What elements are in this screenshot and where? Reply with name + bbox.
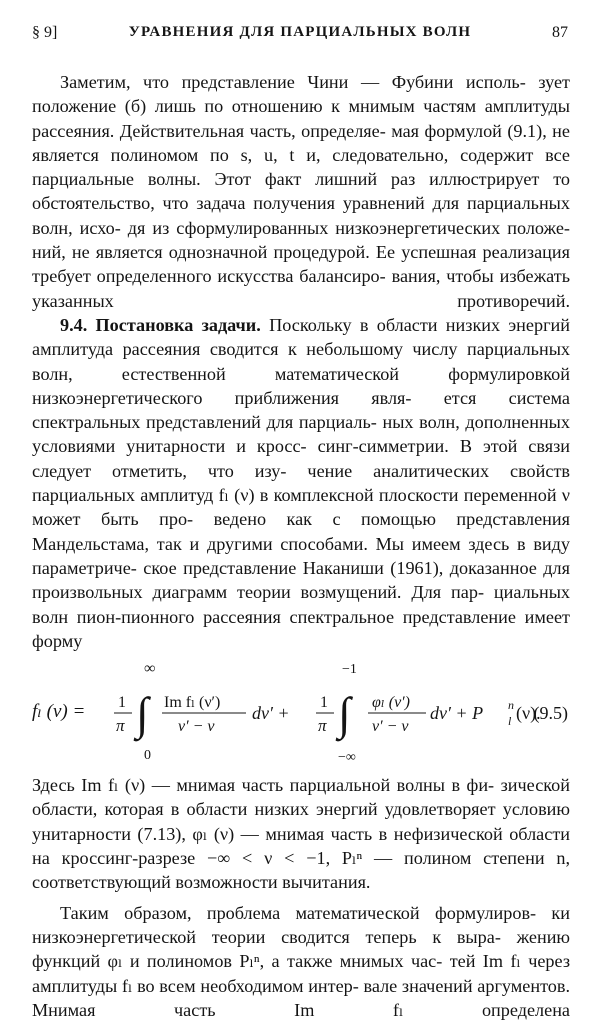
section-heading: 9.4. Постановка задачи. [60,314,261,335]
svg-text:dν′ + P: dν′ + P [430,703,484,724]
integral-sign-2: ∫ [338,688,351,740]
svg-text:π: π [318,716,327,736]
svg-text:n: n [508,698,514,713]
svg-text:φₗ (ν′): φₗ (ν′) [372,694,410,712]
svg-text:−∞: −∞ [338,750,356,766]
equation-number: (9.5) [533,703,568,724]
equation-9-5 [32,659,570,771]
running-header [32,24,568,50]
paragraph-2: 9.4. Постановка задачи. Поскольку в области низких энергий амплитуда рассеяния сводится к небольшому числу парциальных волн, естественной математической формулировкой низкоэнергетического приближения явля- ется система спектральных представлений для парциаль- ных волн, дополненных условиями унитарности и кросс- синг-симметрии. В этой связи следует отметить, что изу- чение аналитических свойств парциальных амплитуд fₗ (ν) в комплексной плоскости переменной ν может быть про- ведено как с помощью представления Мандельстама, так и другими способами. Мы имеем здесь в виду параметриче- ское представление Наканиши (1961), доказанное для произвольных диаграмм теории возмущений. Для пар- циальных волн пион-пионного рассеяния спектральное представление имеет форму [32,314,571,651]
svg-text:π: π [116,716,125,736]
svg-text:1: 1 [118,694,126,712]
paragraph-3: Здесь Im fₗ (ν) — мнимая часть парциальной волны в фи- зической области, которая в области низких энергий удовлетворяет условию унитарности (7.13), φₗ (ν) — мнимая часть в нефизической области на кроссинг-разрезе −∞ < ν < −1, Pₗⁿ — полином степени n, соответствующий возможности вычитания. [32,775,571,893]
svg-text:Im fₗ (ν′): Im fₗ (ν′) [164,694,221,712]
svg-text:∞: ∞ [144,660,156,678]
formula-lhs: fₗ (ν) = [32,701,86,723]
section-marker: § 9] [32,24,58,41]
svg-text:l: l [508,714,512,729]
equation-svg [32,659,570,771]
svg-text:ν′ − ν: ν′ − ν [372,718,409,736]
svg-text:dν′ +: dν′ + [252,703,290,724]
paragraph-4: Таким образом, проблема математической формулиров- ки низкоэнергетической теории сводится теперь к выра- жению функций φₗ и полиномов Pₗⁿ, а также мнимых час- тей Im fₗ через амплитуды fₗ во всем необходимом интер- вале значений аргументов. Мнимая часть Im fₗ определена [32,902,571,1020]
svg-text:−1: −1 [342,662,357,678]
svg-text:0: 0 [144,748,151,764]
svg-text:1: 1 [320,694,328,712]
page-number: 87 [552,24,568,41]
running-title: УРАВНЕНИЯ ДЛЯ ПАРЦИАЛЬНЫХ ВОЛН [128,24,472,40]
body-text [32,70,570,1022]
svg-text:(ν).: (ν). [516,703,541,724]
paragraph-1: Заметим, что представление Чини — Фубини исполь- зует положение (б) лишь по отношению к мнимым частям амплитуды рассеяния. Действительная часть, определяе- мая формулой (9.1), не является полиномом по s, u, t и, следовательно, содержит все парциальные волны. Этот факт лишний раз иллюстрирует то обстоятельство, что задача получения уравнений для парциальных волн, исхо- дя из сформулированных низкоэнергетических положе- ний, не является однозначной процедурой. Ее успешная реализация требует определенного искусства балансиро- вания, чтобы избежать указанных противоречий. [32,72,571,311]
integral-sign-1: ∫ [136,688,149,740]
svg-text:ν′ − ν: ν′ − ν [178,718,215,736]
